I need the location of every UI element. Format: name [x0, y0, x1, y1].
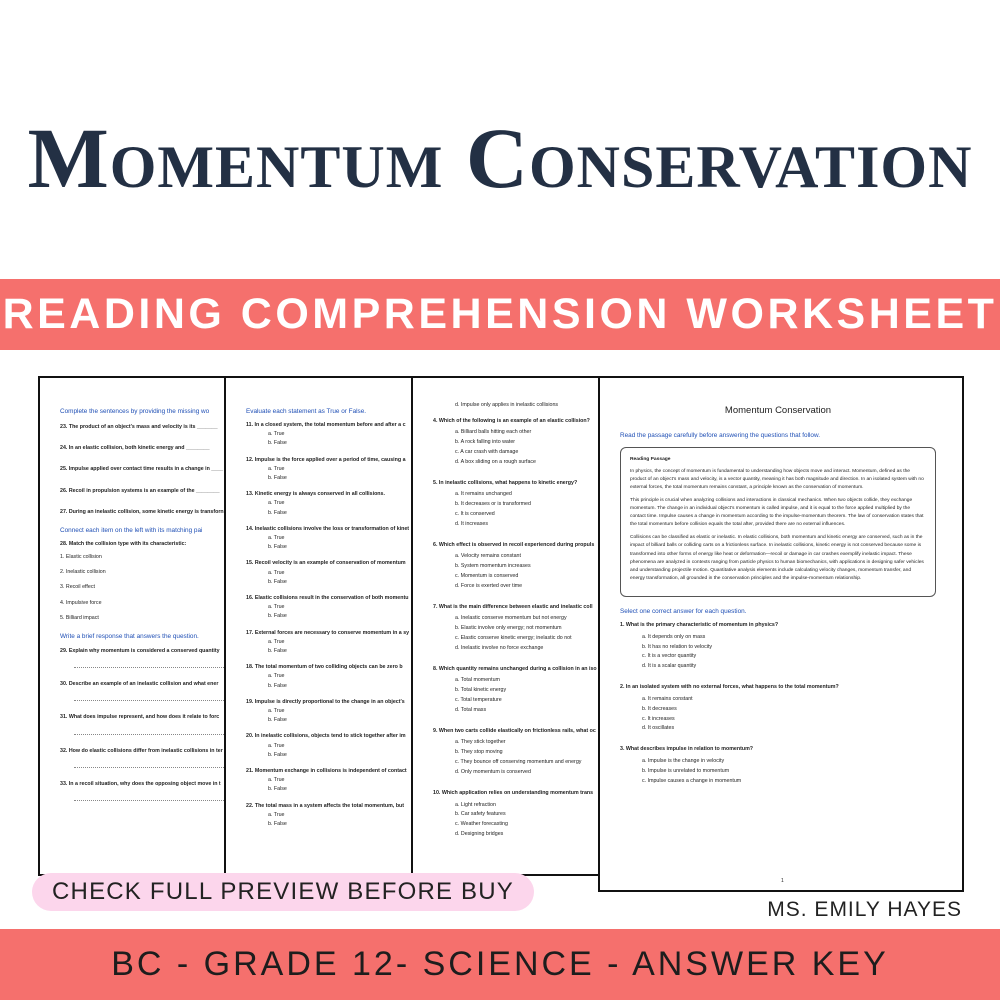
subtitle-banner — [0, 279, 1000, 350]
question: 3. What describes impulse in relation to momentum? — [620, 745, 754, 752]
spacer — [620, 786, 936, 793]
question: 19. Impulse is directly proportional to the change in an object's — [246, 698, 405, 705]
spacer — [433, 467, 621, 475]
question: 21. Momentum exchange in collisions is independent of contact — [246, 768, 407, 775]
passage-paragraph: In physics, the concept of momentum is fundamental to understanding how objects move and interact. Momentum, defined as the product of an object's mass and velocity, is a vector quantity, meaning it has both magnitude and direction. In an isolated system with no external forces, the total momentum remains constant, a principle known as the conservation of momentum. — [630, 468, 924, 490]
question: 29. Explain why momentum is considered a conserved quantity — [60, 648, 220, 654]
answer-option: a. True — [268, 673, 285, 680]
answer-option: a. True — [268, 638, 285, 645]
answer-line — [74, 690, 248, 701]
worksheet-page-preview-4 — [598, 376, 964, 892]
answer-option: a. True — [268, 500, 285, 507]
answer-option: b. False — [268, 544, 287, 551]
question: 31. What does impulse represent, and how does it relate to forc — [60, 714, 220, 721]
true-false-list — [246, 421, 434, 828]
question: 33. In a recoil situation, why does the opposing object move in t — [60, 780, 221, 787]
question: 23. The product of an object's mass and velocity is its _______ — [60, 423, 218, 430]
spacer — [433, 591, 621, 599]
question: 20. In inelastic collisions, objects tend to stick together after im — [246, 733, 406, 740]
page-title: Momentum Conservation — [27, 110, 973, 206]
answer-option: d. It is a scalar quantity — [642, 663, 697, 670]
answer-option: c. Elastic conserve kinetic energy; inelastic do not — [455, 634, 572, 641]
match-item: 5. Billiard impact — [60, 614, 99, 621]
instruction: Connect each item on the left with its matching pai — [60, 526, 203, 534]
question: 18. The total momentum of two colliding objects can be zero b — [246, 664, 403, 671]
answer-option: b. System momentum increases — [455, 563, 531, 570]
answer-option: a. True — [268, 742, 285, 749]
multiple-choice-list — [620, 621, 936, 793]
answer-option: b. It decreases or is transformed — [455, 501, 531, 508]
question: 15. Recoil velocity is an example of conservation of momentum — [246, 560, 406, 567]
answer-option: b. It has no relation to velocity — [642, 643, 713, 650]
answer-option: c. Momentum is conserved — [455, 572, 519, 579]
answer-option: a. It remains unchanged — [455, 491, 512, 498]
answer-option: d. Impulse only applies in inelastic collisions — [455, 402, 559, 408]
answer-option: b. False — [268, 613, 287, 620]
answer-option: b. A rock falling into water — [455, 439, 516, 446]
answer-option: b. Impulse is unrelated to momentum — [642, 767, 730, 774]
answer-option: a. Total momentum — [455, 677, 500, 684]
answer-option: a. Impulse is the change in velocity — [642, 758, 725, 765]
answer-option: b. Total kinetic energy — [455, 687, 507, 694]
answer-option: a. Inelastic conserve momentum but not energy — [455, 615, 567, 622]
answer-option: b. False — [268, 578, 287, 585]
question: 6. Which effect is observed in recoil experienced during propuls — [433, 542, 595, 549]
answer-option: a. They stick together — [455, 739, 506, 746]
answer-option: c. A car crash with damage — [455, 448, 519, 455]
answer-option: d. Inelastic involve no force exchange — [455, 644, 544, 651]
answer-option: c. Total temperature — [455, 696, 502, 703]
instruction: Write a brief response that answers the question. — [60, 633, 199, 641]
question: 32. How do elastic collisions differ from inelastic collisions in ter — [60, 747, 223, 754]
answer-option: b. Car safety features — [455, 811, 506, 818]
instruction: Complete the sentences by providing the missing wo — [60, 408, 210, 415]
worksheet-page-preview-2 — [224, 376, 434, 876]
footer-text: BC - GRADE 12- SCIENCE - ANSWER KEY — [111, 945, 889, 983]
worksheet-page-preview-3 — [411, 376, 621, 876]
answer-option: b. Elastic involve only energy; not momentum — [455, 625, 562, 632]
answer-option: a. Light refraction — [455, 801, 496, 808]
question: 25. Impulse applied over contact time results in a change in ____ — [60, 466, 224, 473]
instruction: Read the passage carefully before answering the questions that follow. — [620, 431, 821, 439]
answer-line — [74, 757, 248, 768]
answer-option: d. Designing bridges — [455, 830, 504, 837]
answer-line — [74, 790, 248, 801]
answer-option: a. True — [268, 777, 285, 784]
question: 12. Impulse is the force applied over a period of time, causing a — [246, 456, 406, 463]
question: 17. External forces are necessary to conserve momentum in a sy — [246, 629, 410, 636]
footer-banner — [0, 929, 1000, 1000]
match-item: 3. Recoil effect — [60, 584, 95, 591]
worksheet-page-preview-1 — [38, 376, 248, 876]
answer-option: b. False — [268, 717, 287, 724]
answer-option: b. False — [268, 682, 287, 689]
question: 13. Kinetic energy is always conserved in all collisions. — [246, 491, 385, 498]
answer-option: d. It oscillates — [642, 725, 675, 732]
answer-option: b. It decreases — [642, 705, 677, 712]
answer-option: a. True — [268, 811, 285, 818]
question: 11. In a closed system, the total momentum before and after a c — [246, 421, 406, 428]
answer-option: a. True — [268, 708, 285, 714]
question: 27. During an inelastic collision, some kinetic energy is transforn — [60, 508, 224, 515]
spacer — [620, 734, 936, 741]
answer-option: a. True — [268, 465, 285, 472]
answer-line — [74, 724, 248, 735]
preview-notice: CHECK FULL PREVIEW BEFORE BUY — [32, 873, 534, 911]
question: 7. What is the main difference between elastic and inelastic coll — [433, 604, 593, 611]
question: 22. The total mass in a system affects the total momentum, but — [246, 802, 405, 809]
passage-title: Reading Passage — [630, 456, 671, 462]
answer-option: d. It increases — [455, 520, 488, 527]
question: 5. In inelastic collisions, what happens to kinetic energy? — [433, 480, 578, 487]
page-number: 1 — [781, 878, 784, 884]
answer-option: c. They bounce off conserving momentum and energy — [455, 758, 582, 765]
question: 26. Recoil in propulsion systems is an example of the ________ — [60, 487, 220, 494]
question: 1. What is the primary characteristic of momentum in physics? — [620, 621, 779, 628]
instruction: Select one correct answer for each question. — [620, 607, 747, 615]
answer-option: c. It increases — [642, 715, 675, 722]
spacer — [433, 653, 621, 661]
answer-option: b. False — [268, 786, 287, 793]
answer-option: a. True — [268, 431, 285, 438]
answer-option: b. False — [268, 440, 287, 447]
question: 16. Elastic collisions result in the conservation of both momentu — [246, 594, 409, 601]
answer-option: c. It is conserved — [455, 510, 495, 517]
question: 9. When two carts collide elastically on frictionless rails, what oc — [433, 728, 596, 735]
reading-passage-box — [620, 447, 936, 597]
answer-option: d. Force is exerted over time — [455, 582, 523, 589]
author-name: MS. EMILY HAYES — [767, 898, 962, 921]
answer-option: c. It is a vector quantity — [642, 653, 697, 660]
answer-option: d. Only momentum is conserved — [455, 768, 531, 775]
answer-option: a. Billiard balls hitting each other — [455, 429, 532, 436]
answer-option: a. Velocity remains constant — [455, 553, 521, 560]
answer-option: c. Impulse causes a change in momentum — [642, 777, 742, 784]
instruction: Evaluate each statement as True or False. — [246, 408, 367, 415]
question: 2. In an isolated system with no external forces, what happens to the total momentum? — [620, 683, 839, 690]
question: 14. Inelastic collisions involve the loss or transformation of kinet — [246, 525, 410, 532]
answer-option: a. It depends only on mass — [642, 634, 706, 641]
match-item: 2. Inelastic collision — [60, 569, 106, 576]
answer-option: a. True — [268, 604, 285, 611]
answer-option: a. It remains constant — [642, 696, 693, 703]
question: 28. Match the collision type with its characteristic: — [60, 540, 187, 547]
answer-option: b. False — [268, 821, 287, 828]
subtitle-text: READING COMPREHENSION WORKSHEET — [2, 290, 998, 338]
answer-option: b. False — [268, 751, 287, 758]
question: 4. Which of the following is an example of an elastic collision? — [433, 418, 590, 425]
question: 30. Describe an example of an inelastic collision and what ener — [60, 681, 219, 688]
answer-option: d. Total mass — [455, 706, 487, 713]
spacer — [433, 715, 621, 723]
spacer — [620, 672, 936, 679]
answer-option: b. They stop moving — [455, 749, 503, 756]
multiple-choice-list — [433, 417, 621, 847]
answer-option: a. True — [268, 534, 285, 541]
document-title: Momentum Conservation — [724, 405, 832, 416]
spacer — [433, 777, 621, 785]
match-item: 1. Elastic collision — [60, 554, 102, 561]
answer-option: c. Weather forecasting — [455, 820, 508, 827]
answer-option: b. False — [268, 509, 287, 516]
answer-option: a. True — [268, 569, 285, 576]
match-item: 4. Impulsive force — [60, 599, 102, 606]
answer-line — [74, 657, 248, 668]
question: 24. In an elastic collision, both kinetic energy and ________ — [60, 445, 210, 452]
answer-option: b. False — [268, 474, 287, 481]
answer-option: b. False — [268, 647, 287, 654]
question: 10. Which application relies on understanding momentum trans — [433, 790, 594, 797]
question: 8. Which quantity remains unchanged during a collision in an iso — [433, 666, 597, 673]
spacer — [433, 839, 621, 847]
passage-paragraph: Collisions can be classified as elastic or inelastic. In elastic collisions, both momentum and kinetic energy are conserved, such as in the impact of billiard balls or colliding carts on a frictionless surface. In inelastic collisions, kinetic energy is not conserved because some is transformed into other forms of energy like heat or deformation—recoil or damage in car crashes exemplify inelastic impact. These phenomena are analyzed in contexts ranging from particle physics to human biomechanics, with applications in designing safer vehicles and understanding projectile motion. Quantitative analysis elements include calculating velocity changes, momentum transfer, and energy transformation, all grounded in the conservation principles and the impulse-momentum relationship. — [630, 535, 924, 581]
spacer — [433, 529, 621, 537]
passage-paragraph: This principle is crucial when analyzing collisions and interactions in classical mechanics. When two objects collide, they exchange momentum. The change in an individual object's momentum is called impulse, and it is equal to the force applied multiplied by the contact time. Impulse causes a change in momentum according to the impulse-momentum theorem. The law of conservation states that the total momentum before collision equals the total after, provided there are no external influences. — [630, 498, 924, 528]
answer-option: d. A box sliding on a rough surface — [455, 458, 536, 465]
